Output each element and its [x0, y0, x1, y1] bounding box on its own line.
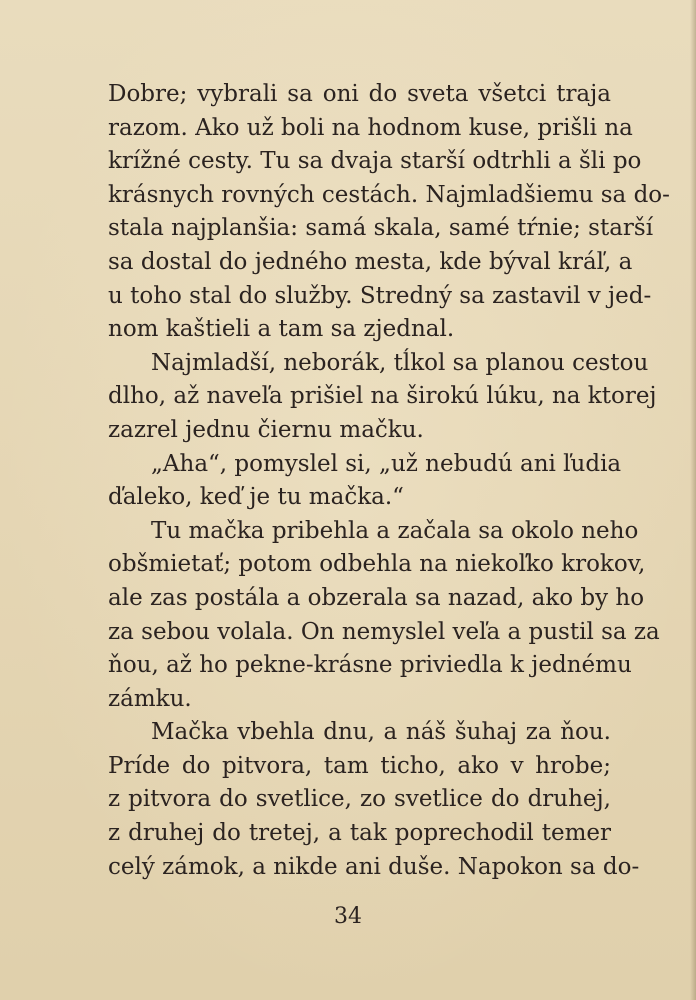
text-line: zámku.: [108, 685, 192, 712]
text-line: u toho stal do služby. Stredný sa zastavil v jed-: [108, 282, 652, 309]
text-line: dlho, až naveľa prišiel na širokú lúku, na ktorej: [108, 383, 657, 410]
page-number: 34: [334, 904, 362, 929]
text-line: celý zámok, a nikde ani duše. Napokon sa do-: [108, 853, 640, 880]
text-line: nom kaštieli a tam sa zjednal.: [108, 316, 455, 343]
text-line: za sebou volala. On nemyslel veľa a pustil sa za: [108, 618, 660, 645]
text-line: obšmietať; potom odbehla na niekoľko krokov,: [108, 551, 646, 578]
body-text: [108, 78, 670, 884]
page-edge-shadow: [690, 0, 696, 1000]
text-line: „Aha“, pomyslel si, „už nebudú ani ľudia: [151, 450, 622, 477]
text-line: zazrel jednu čiernu mačku.: [108, 416, 424, 443]
text-line: sa dostal do jedného mesta, kde býval kráľ, a: [108, 248, 633, 275]
text-line: krížné cesty. Tu sa dvaja starší odtrhli a šli po: [108, 148, 642, 175]
text-line: ďaleko, keď je tu mačka.“: [108, 484, 404, 511]
text-line: z druhej do tretej, a tak poprechodil temer: [108, 820, 611, 847]
text-line: Najmladší, neborák, tĺkol sa planou cestou: [151, 349, 649, 376]
text-line: razom. Ako už boli na hodnom kuse, prišli na: [108, 114, 633, 141]
text-line: Príde do pitvora, tam ticho, ako v hrobe;: [108, 752, 611, 779]
text-line: krásnych rovných cestách. Najmladšiemu sa do-: [108, 181, 670, 208]
text-line: Dobre; vybrali sa oni do sveta všetci traja: [108, 81, 611, 107]
text-line: Mačka vbehla dnu, a náš šuhaj za ňou.: [151, 719, 611, 746]
text-line: Tu mačka pribehla a začala sa okolo neho: [151, 517, 639, 544]
text-line: ale zas postála a obzerala sa nazad, ako by ho: [108, 584, 645, 611]
text-line: z pitvora do svetlice, zo svetlice do druhej,: [108, 786, 611, 813]
text-line: stala najplanšia: samá skala, samé tŕnie; starší: [108, 215, 654, 242]
text-line: ňou, až ho pekne-krásne priviedla k jednému: [108, 652, 632, 679]
